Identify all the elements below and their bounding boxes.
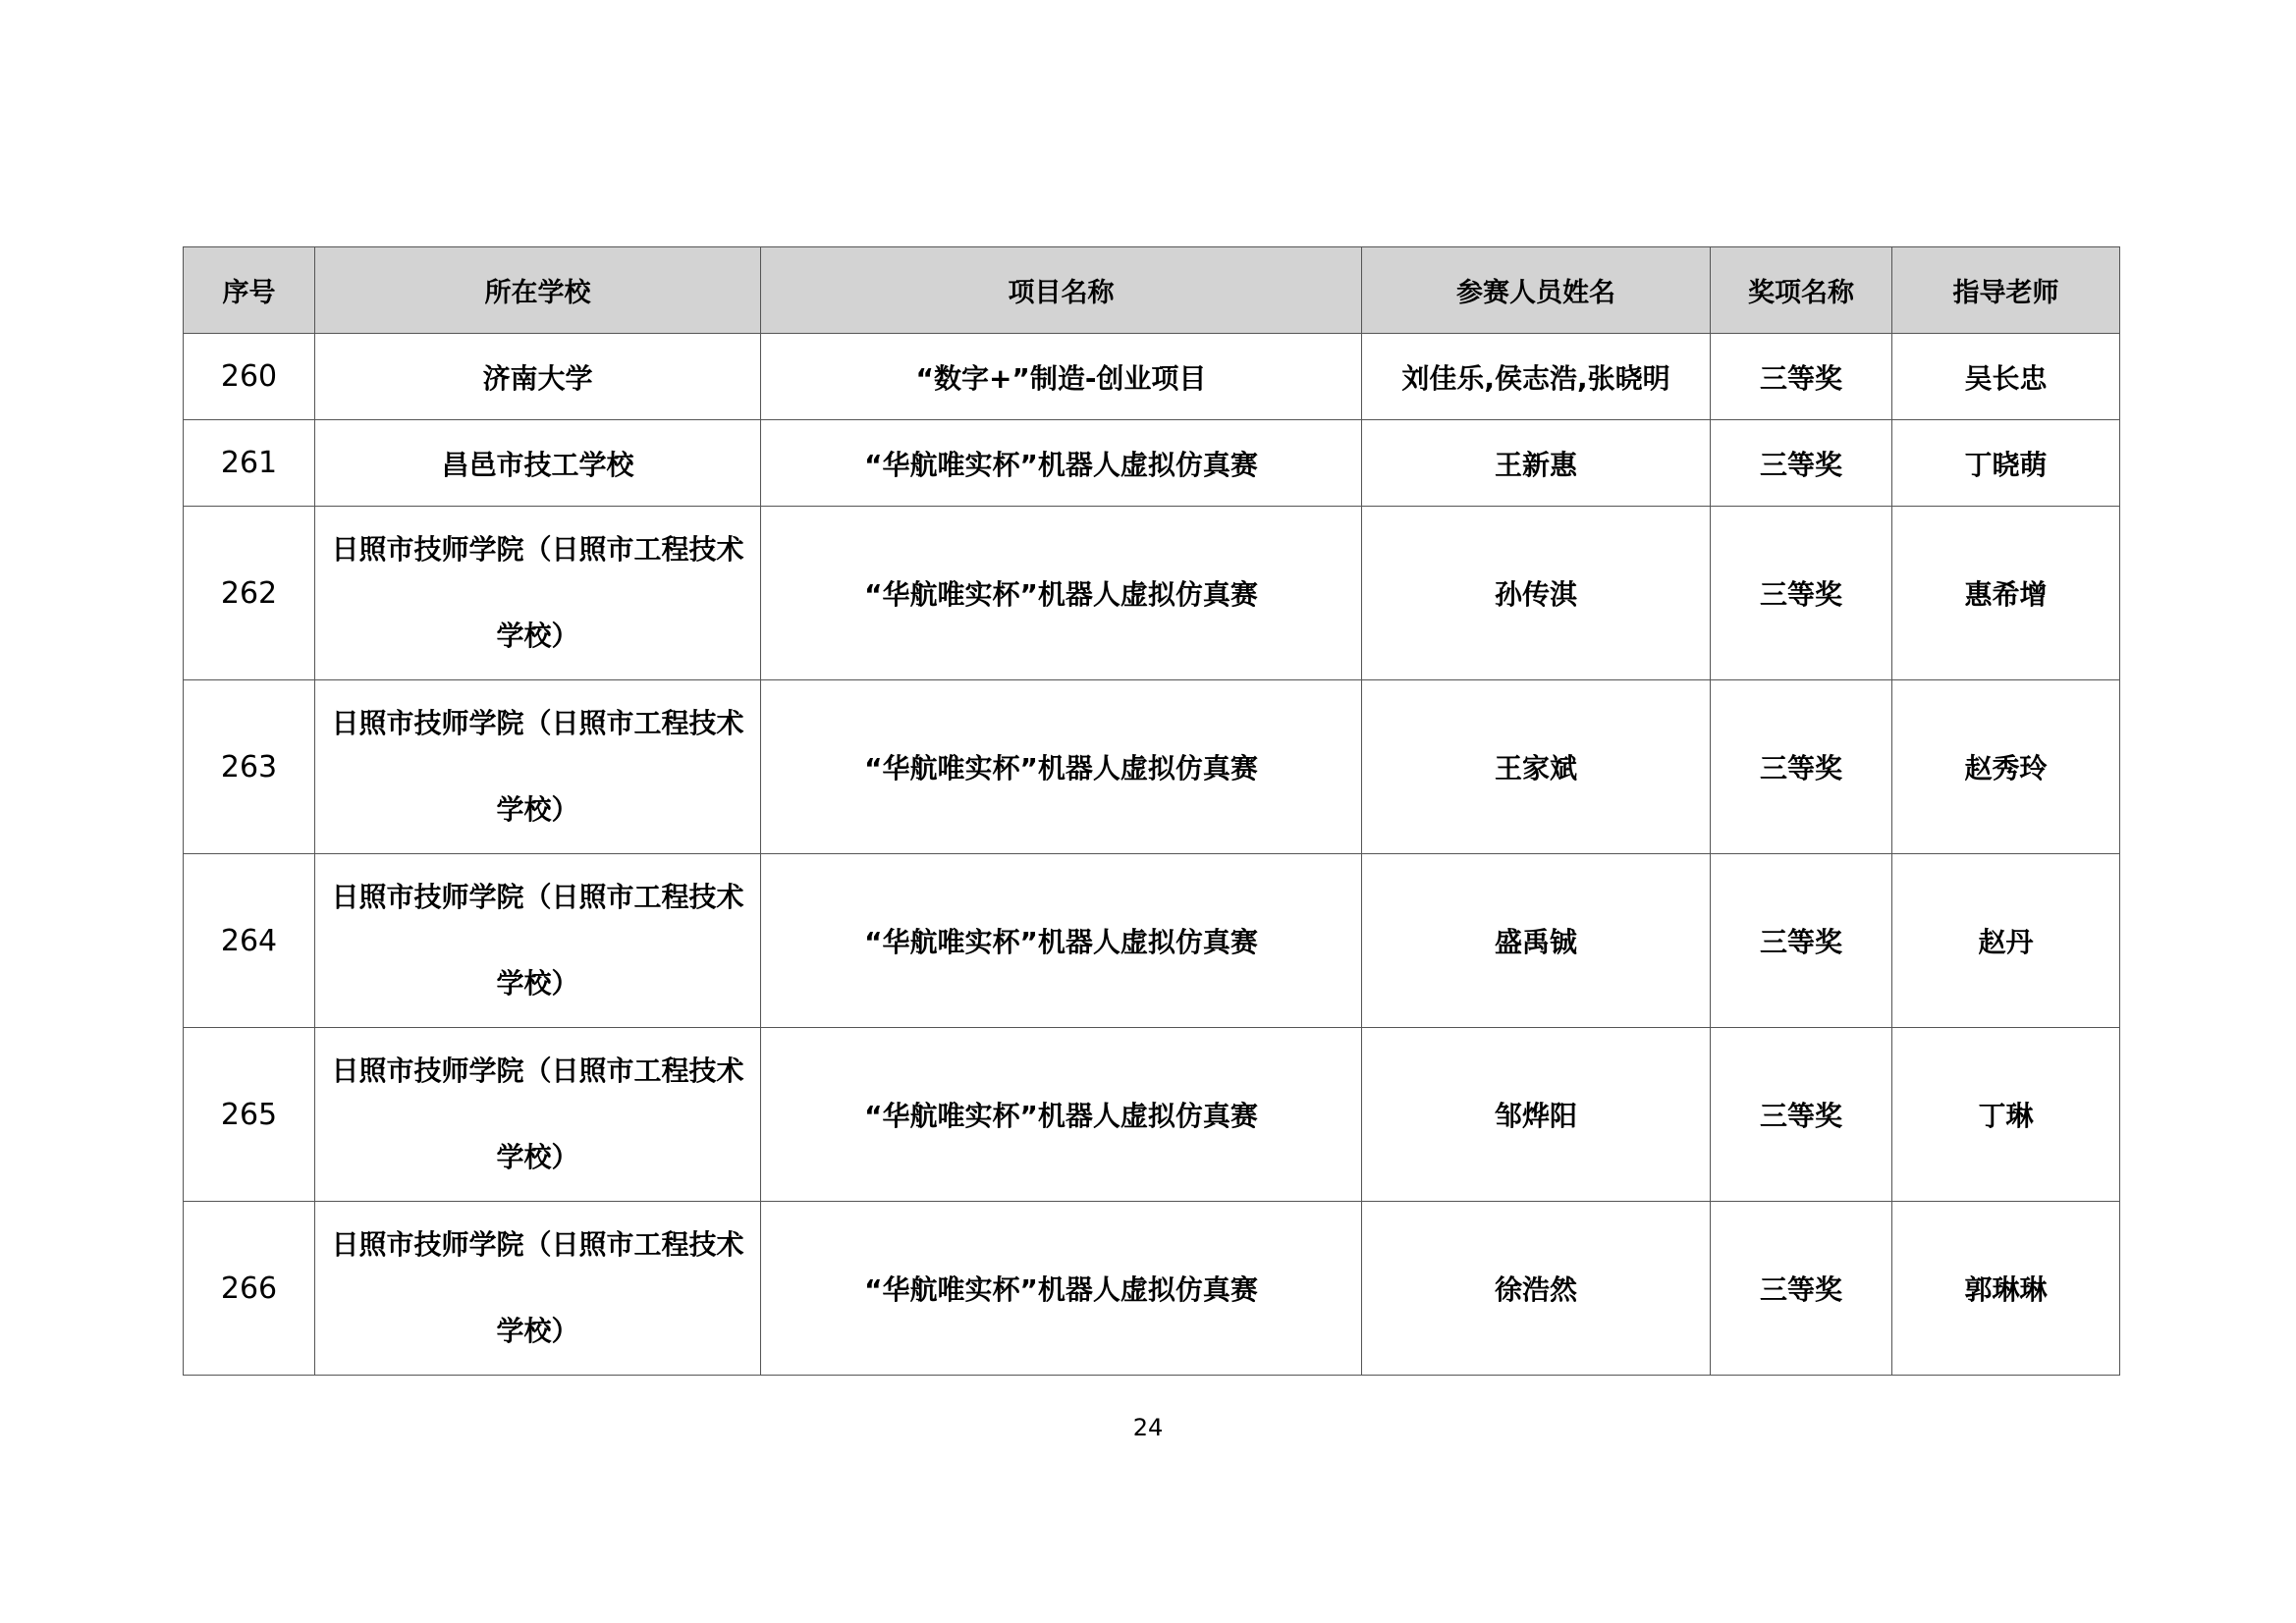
cell-project: “华航唯实杯”机器人虚拟仿真赛 xyxy=(761,1028,1362,1202)
header-row xyxy=(184,247,2120,334)
header-school: 所在学校 xyxy=(315,247,761,334)
table-header xyxy=(184,247,2120,334)
cell-project: “数字+”制造-创业项目 xyxy=(761,334,1362,420)
header-serial: 序号 xyxy=(184,247,315,334)
cell-award: 三等奖 xyxy=(1711,420,1892,507)
table-row xyxy=(184,1028,2120,1202)
cell-award: 三等奖 xyxy=(1711,1028,1892,1202)
table-row xyxy=(184,334,2120,420)
cell-award: 三等奖 xyxy=(1711,854,1892,1028)
cell-teacher: 丁晓萌 xyxy=(1892,420,2120,507)
table-row xyxy=(184,1202,2120,1376)
cell-participants: 徐浩然 xyxy=(1362,1202,1711,1376)
table-body xyxy=(184,334,2120,1376)
cell-serial: 265 xyxy=(184,1028,315,1202)
cell-participants: 王家斌 xyxy=(1362,680,1711,854)
cell-school: 日照市技师学院（日照市工程技术学校） xyxy=(315,854,761,1028)
cell-participants: 王新惠 xyxy=(1362,420,1711,507)
cell-serial: 261 xyxy=(184,420,315,507)
cell-teacher: 赵丹 xyxy=(1892,854,2120,1028)
cell-school: 日照市技师学院（日照市工程技术学校） xyxy=(315,1202,761,1376)
cell-project: “华航唯实杯”机器人虚拟仿真赛 xyxy=(761,1202,1362,1376)
table-row xyxy=(184,854,2120,1028)
cell-teacher: 丁琳 xyxy=(1892,1028,2120,1202)
cell-project: “华航唯实杯”机器人虚拟仿真赛 xyxy=(761,420,1362,507)
page-number: 24 xyxy=(1132,1414,1164,1441)
cell-serial: 263 xyxy=(184,680,315,854)
header-project: 项目名称 xyxy=(761,247,1362,334)
cell-serial: 260 xyxy=(184,334,315,420)
cell-award: 三等奖 xyxy=(1711,680,1892,854)
cell-award: 三等奖 xyxy=(1711,334,1892,420)
cell-school: 日照市技师学院（日照市工程技术学校） xyxy=(315,680,761,854)
cell-award: 三等奖 xyxy=(1711,1202,1892,1376)
cell-school: 日照市技师学院（日照市工程技术学校） xyxy=(315,1028,761,1202)
cell-teacher: 郭琳琳 xyxy=(1892,1202,2120,1376)
table-row xyxy=(184,507,2120,680)
cell-school: 济南大学 xyxy=(315,334,761,420)
header-teacher: 指导老师 xyxy=(1892,247,2120,334)
header-participants: 参赛人员姓名 xyxy=(1362,247,1711,334)
cell-award: 三等奖 xyxy=(1711,507,1892,680)
cell-school: 日照市技师学院（日照市工程技术学校） xyxy=(315,507,761,680)
table-row xyxy=(184,680,2120,854)
cell-serial: 262 xyxy=(184,507,315,680)
cell-participants: 刘佳乐,侯志浩,张晓明 xyxy=(1362,334,1711,420)
cell-school: 昌邑市技工学校 xyxy=(315,420,761,507)
cell-participants: 邹烨阳 xyxy=(1362,1028,1711,1202)
cell-participants: 孙传淇 xyxy=(1362,507,1711,680)
header-award: 奖项名称 xyxy=(1711,247,1892,334)
cell-project: “华航唯实杯”机器人虚拟仿真赛 xyxy=(761,854,1362,1028)
cell-participants: 盛禹铖 xyxy=(1362,854,1711,1028)
cell-serial: 266 xyxy=(184,1202,315,1376)
cell-project: “华航唯实杯”机器人虚拟仿真赛 xyxy=(761,507,1362,680)
cell-teacher: 赵秀玲 xyxy=(1892,680,2120,854)
cell-teacher: 吴长忠 xyxy=(1892,334,2120,420)
cell-serial: 264 xyxy=(184,854,315,1028)
cell-teacher: 惠希增 xyxy=(1892,507,2120,680)
table-row xyxy=(184,420,2120,507)
award-table xyxy=(183,246,2120,1376)
cell-project: “华航唯实杯”机器人虚拟仿真赛 xyxy=(761,680,1362,854)
